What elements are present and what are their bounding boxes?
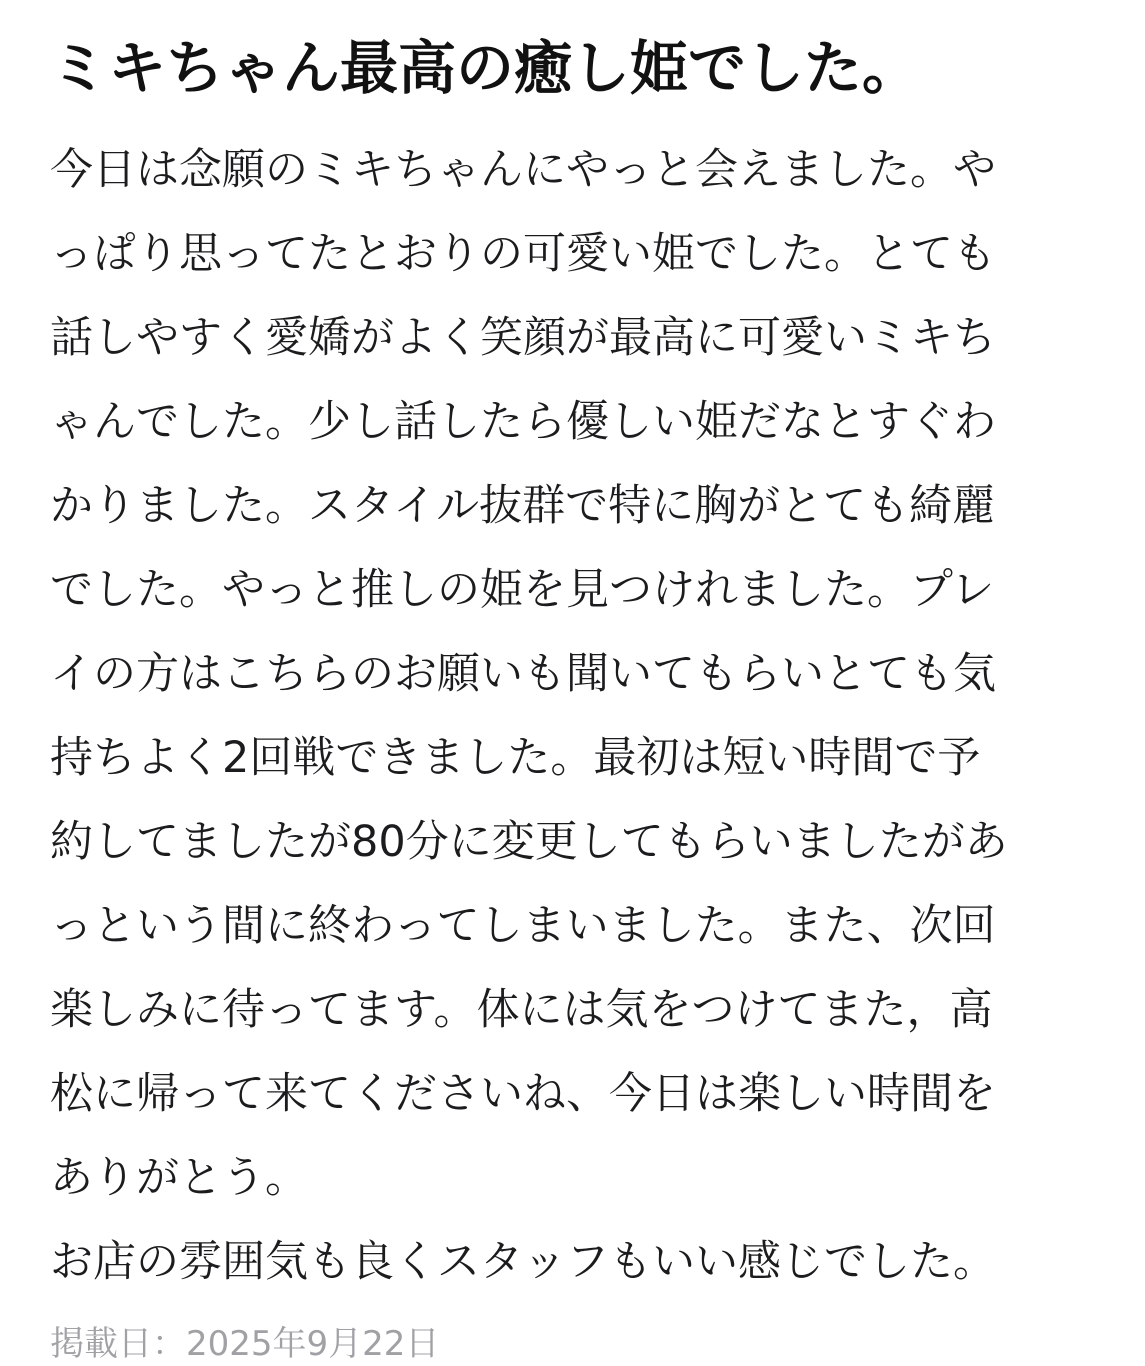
review-body-line: っぱり思ってたとおりの可愛い姫でした。とても bbox=[50, 229, 996, 279]
review-body-line: 話しやすく愛嬌がよく笑顔が最高に可愛いミキち bbox=[50, 313, 996, 363]
posted-date: 掲載日：2025年9月22日 bbox=[50, 1324, 440, 1364]
review-body-line: ゃんでした。少し話したら優しい姫だなとすぐわ bbox=[50, 397, 996, 447]
review-body-line: 松に帰って来てくださいね、今日は楽しい時間を bbox=[50, 1069, 996, 1119]
review-body-line: 今日は念願のミキちゃんにやっと会えました。や bbox=[50, 145, 996, 195]
review-body-line: かりました。スタイル抜群で特に胸がとても綺麗 bbox=[50, 481, 996, 531]
review-body-line: でした。やっと推しの姫を見つけれました。プレ bbox=[50, 565, 995, 615]
review-body-line: 楽しみに待ってます。体には気をつけてまた，高 bbox=[50, 985, 993, 1035]
review-body-line: イの方はこちらのお願いも聞いてもらいとても気 bbox=[50, 649, 996, 699]
review-card bbox=[50, 28, 1115, 1304]
review-body-line: 約してましたが80分に変更してもらいましたがあ bbox=[50, 817, 1008, 867]
review-body-line: っという間に終わってしまいました。また、次回 bbox=[50, 901, 996, 951]
review-body-line: お店の雰囲気も良くスタッフもいい感じでした。 bbox=[50, 1237, 996, 1287]
review-body bbox=[50, 128, 1115, 1304]
review-title: ミキちゃん最高の癒し姫でした。 bbox=[50, 34, 921, 102]
review-body-line: 持ちよく2回戦できました。最初は短い時間で予 bbox=[50, 733, 981, 783]
review-body-line: ありがとう。 bbox=[50, 1153, 308, 1203]
